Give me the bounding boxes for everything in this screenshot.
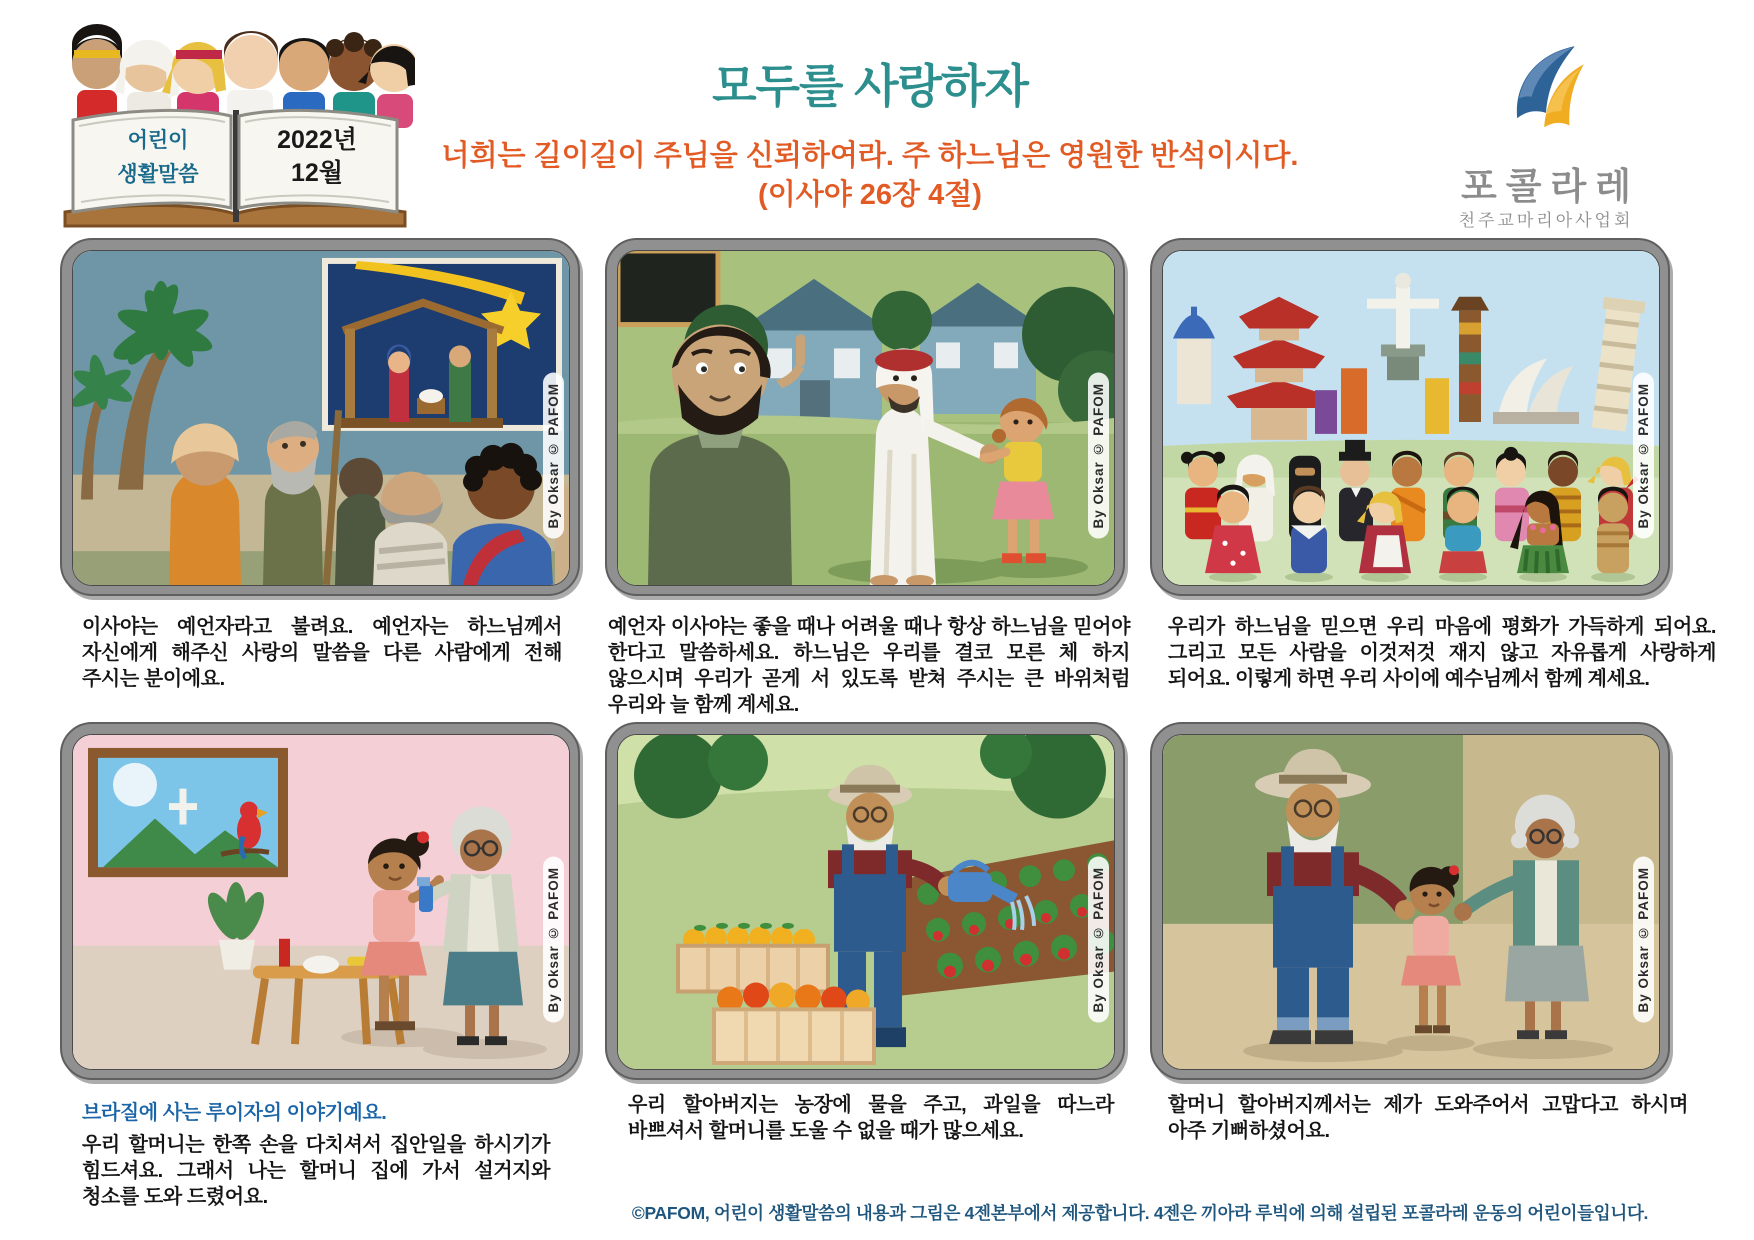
illustration-luiza-grandma [73,735,569,1069]
caption-panel-6: 할머니 할아버지께서는 제가 도와주어서 고맙다고 하시며 아주 기뻐하셨어요. [1168,1094,1688,1142]
book-title-line2: 생활말씀 [117,163,199,186]
caption-panel-2: 예언자 이사야는 좋을 때나 어려울 때나 항상 하느님을 믿어야 한다고 말씀하세요. 하느님은 우리를 결코 모른 체 하지 않으시며 우리가 곧게 서 있도록 받쳐 주시는 큰 바위처럼 우리와 늘 함께 계세요. [608,616,1130,716]
panel-grateful-grandparents [1150,722,1670,1080]
caption-panel-4: 우리 할머니는 한쪽 손을 다치셔서 집안일을 하시기가 힘드셔요. 그래서 나는 할머니 집에 가서 설거지와 청소를 도와 드렸어요. [82,1134,550,1208]
panel-isaiah-teaching [605,238,1125,596]
focolare-subtitle: 천주교마리아사업회 [1458,211,1634,230]
illustration-prophet-isaiah [73,251,569,585]
book-title-line1: 어린이 [127,129,189,152]
panel6-watermark: By Oksar © PAFOM [1633,857,1654,1023]
focolare-name: 포콜라레 [1461,167,1640,208]
children-book-logo [55,6,415,232]
caption-panel-5: 우리 할아버지는 농장에 물을 주고, 과일을 따느라 바쁘셔서 할머니를 도울 수 없을 때가 많으세요. [628,1094,1114,1142]
verse-reference: (이사야 26장 4절) [758,179,982,211]
panel1-watermark: By Oksar © PAFOM [543,373,564,539]
panel-children-of-the-world [1150,238,1670,596]
panel-luiza-grandma [60,722,580,1080]
focolare-flame-icon [1492,42,1600,146]
panel3-watermark: By Oksar © PAFOM [1633,373,1654,539]
illustration-grandpa-farm [618,735,1114,1069]
focolare-logo [1440,40,1652,240]
illustration-grateful-grandparents [1163,735,1659,1069]
panel2-watermark: By Oksar © PAFOM [1088,373,1109,539]
wall-picture-rio [93,753,283,872]
footer-credit: ©PAFOM, 어린이 생활말씀의 내용과 그림은 4젠본부에서 제공합니다. 4젠은 끼아라 루빅에 의해 설립된 포콜라레 운동의 어린이들입니다. [631,1203,1649,1223]
book-title [93,124,223,192]
book-date [247,124,387,190]
book-date-year: 2022년 [277,126,357,154]
verse-line-1: 너희는 길이길이 주님을 신뢰하여라. 주 하느님은 영원한 반석이시다. [441,140,1299,172]
caption-panel-4-intro: 브라질에 사는 루이자의 이야기예요. [82,1102,387,1124]
nativity-inset [325,261,559,428]
page-title: 모두를 사랑하자 [712,60,1028,112]
illustration-children-of-the-world [1163,251,1659,585]
panel-grandpa-farm [605,722,1125,1080]
panel5-watermark: By Oksar © PAFOM [1088,857,1109,1023]
panel-prophet-isaiah [60,238,580,596]
caption-panel-3: 우리가 하느님을 믿으면 우리 마음에 평화가 가득하게 되어요. 그리고 모든 사람을 이것저것 재지 않고 자유롭게 사랑하게 되어요. 이렇게 하면 우리 사이에 예수님께서 함께 계세요. [1168,616,1716,690]
caption-panel-1: 이사야는 예언자라고 불려요. 예언자는 하느님께서 자신에게 해주신 사랑의 말씀을 다른 사람에게 전해 주시는 분이에요. [82,616,562,690]
book-date-month: 12월 [291,159,343,187]
panel4-watermark: By Oksar © PAFOM [543,857,564,1023]
children-illustration [55,6,415,232]
illustration-isaiah-teaching [618,251,1114,585]
